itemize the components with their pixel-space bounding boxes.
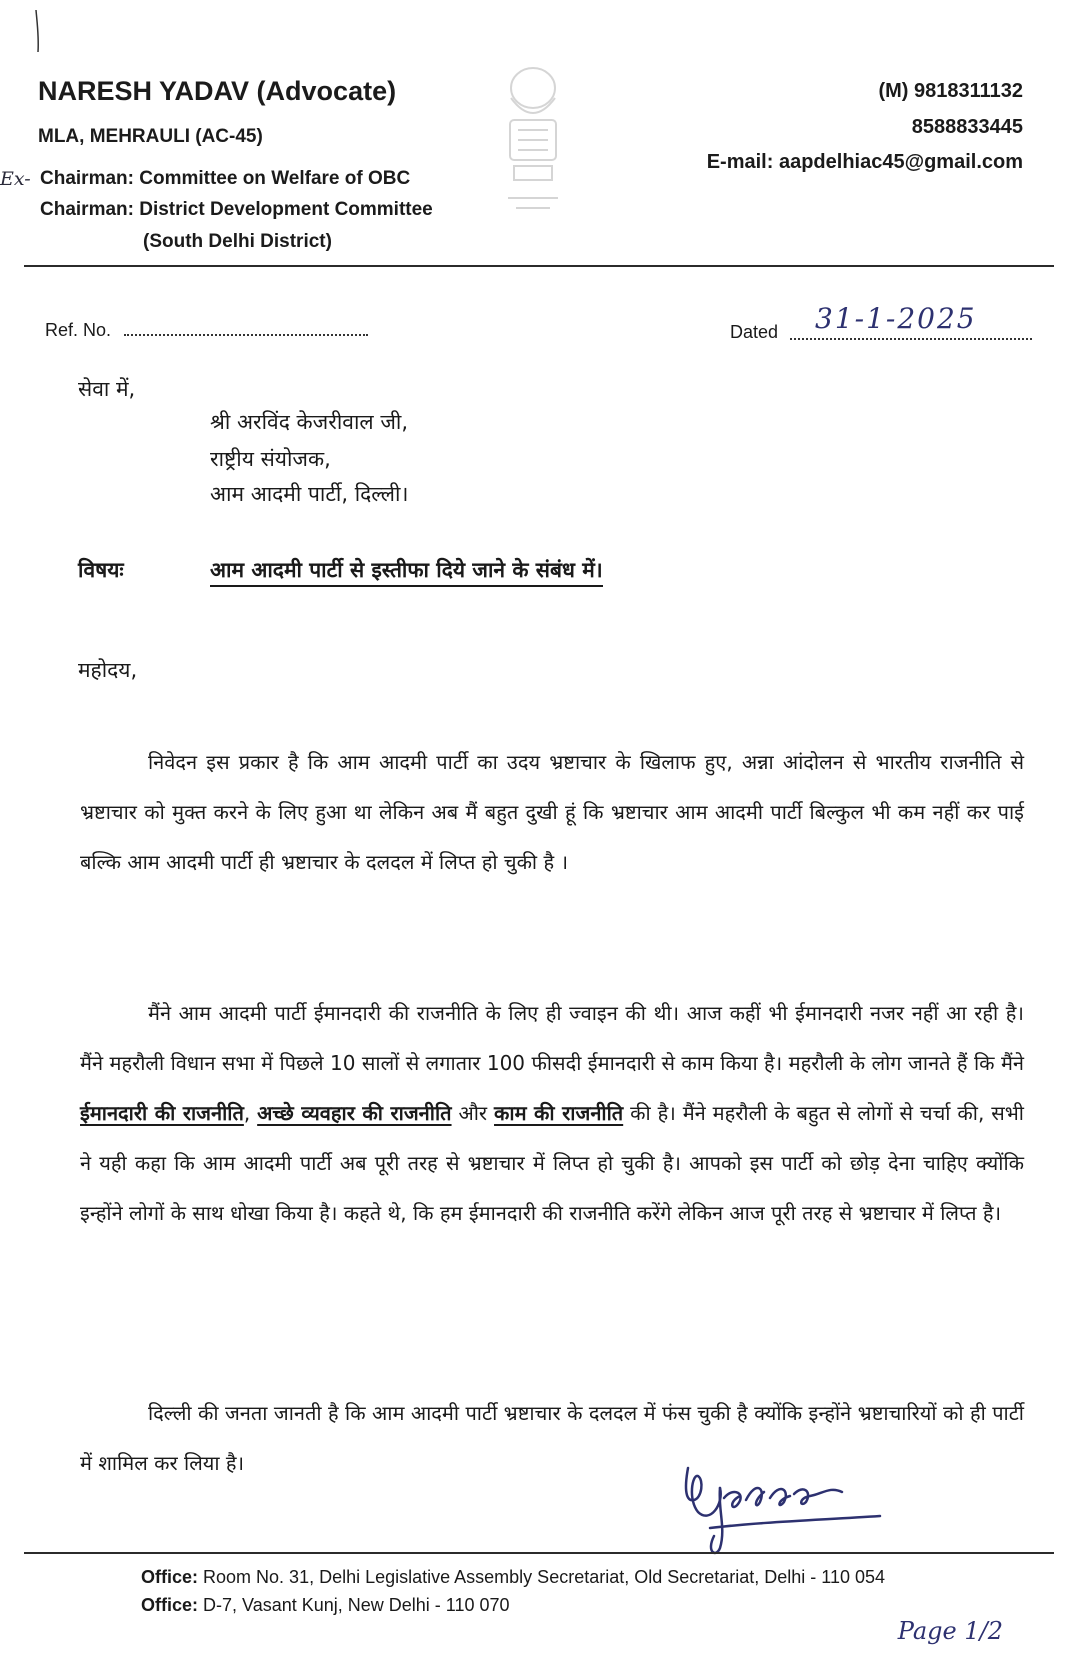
underlined-work-politics: काम की राजनीति (494, 1101, 624, 1125)
office-label: Office: (141, 1595, 199, 1615)
underlined-good-behaviour-politics: अच्छे व्यवहार की राजनीति (257, 1101, 452, 1125)
recipient-organization: आम आदमी पार्टी, दिल्ली। (210, 482, 409, 506)
chairman-obc-committee: Chairman: Committee on Welfare of OBC (40, 168, 411, 189)
letterhead-designation: MLA, MEHRAULI (AC-45) (38, 126, 263, 147)
office-label: Office: (141, 1567, 199, 1587)
para-2-text-d: की है। मैंने महरौली के बहुत से लोगों से चर्चा की, सभी ने यही कहा कि आम आदमी पार्टी अब पूरी तरह से भ्रष्टाचार में लिप्त हो चुकी है। आपको इस पार्टी को छोड़ देना चाहिए क्योंकि इन्होंने लोगों के साथ धोखा किया है। कहते थे, कि हम ईमानदारी की राजनीति करेंगे लेकिन आज पूरी तरह से भ्रष्टाचार में लिप्त है। (80, 1101, 1024, 1225)
email-address: E-mail: aapdelhiac45@gmail.com (706, 151, 1023, 173)
recipient-title: राष्ट्रीय संयोजक, (210, 447, 331, 471)
ex-prefix-handwritten: Ex- (0, 168, 31, 190)
header-divider (24, 265, 1054, 267)
office-address-1 (141, 1567, 885, 1588)
subject-text: आम आदमी पार्टी से इस्तीफा दिये जाने के संबंध में। (210, 556, 603, 587)
state-emblem-icon (488, 58, 578, 218)
footer-divider (24, 1552, 1054, 1554)
para-2-text-a: मैंने आम आदमी पार्टी ईमानदारी की राजनीति के लिए ही ज्वाइन की थी। आज कहीं भी ईमानदारी नजर नहीं आ रही है। मैंने महरौली विधान सभा में पिछले 10 सालों से लगातार 100 फीसदी ईमानदारी से काम किया है। महरौली के लोग जानते हैं कि मैंने (80, 1001, 1024, 1075)
mobile-number-2: 8588833445 (911, 116, 1023, 138)
office-address-1-text: Room No. 31, Delhi Legislative Assembly Secretariat, Old Secretariat, Delhi - 110 054 (203, 1567, 886, 1587)
letterhead-name: NARESH YADAV (Advocate) (38, 76, 397, 106)
recipient-name: श्री अरविंद केजरीवाल जी, (210, 410, 409, 434)
subject-label: विषयः (78, 558, 124, 582)
dated-label: Dated (730, 322, 779, 342)
office-address-2-text: D-7, Vasant Kunj, New Delhi - 110 070 (203, 1595, 510, 1615)
body-paragraph-3: दिल्ली की जनता जानती है कि आम आदमी पार्टी भ्रष्टाचार के दलदल में फंस चुकी है क्योंकि इन्होंने भ्रष्टाचारियों को ही पार्टी में शामिल कर लिया है। (80, 1401, 1024, 1475)
underlined-honest-politics: ईमानदारी की राजनीति (80, 1101, 244, 1125)
ref-label: Ref. No. (45, 320, 112, 340)
salutation-to: सेवा में, (78, 377, 136, 401)
office-address-2 (141, 1595, 510, 1616)
body-paragraph-1: निवेदन इस प्रकार है कि आम आदमी पार्टी का उदय भ्रष्टाचार के खिलाफ हुए, अन्ना आंदोलन से भारतीय राजनीति से भ्रष्टाचार को मुक्त करने के लिए हुआ था लेकिन अब मैं बहुत दुखी हूं कि भ्रष्टाचार आम आदमी पार्टी बिल्कुल भी कम नहीं कर पाई बल्कि आम आदमी पार्टी ही भ्रष्टाचार के दलदल में लिप्त हो चुकी है । (80, 750, 1024, 874)
chairman-district-committee: Chairman: District Development Committee (40, 199, 433, 220)
ref-number-blank (124, 320, 368, 336)
mobile-number-1: (M) 9818311132 (878, 80, 1023, 102)
signature-icon (680, 1440, 900, 1560)
district-name: (South Delhi District) (143, 231, 332, 252)
handwritten-date: 31-1-2025 (815, 302, 977, 335)
page-number-handwritten: Page 1/2 (897, 1617, 1003, 1645)
para-2-text-b: , (243, 1101, 258, 1125)
greeting: महोदय, (78, 658, 138, 682)
para-2-text-c: और (451, 1101, 495, 1125)
pen-mark-icon (32, 8, 44, 56)
body-paragraph-2 (80, 988, 1024, 1238)
